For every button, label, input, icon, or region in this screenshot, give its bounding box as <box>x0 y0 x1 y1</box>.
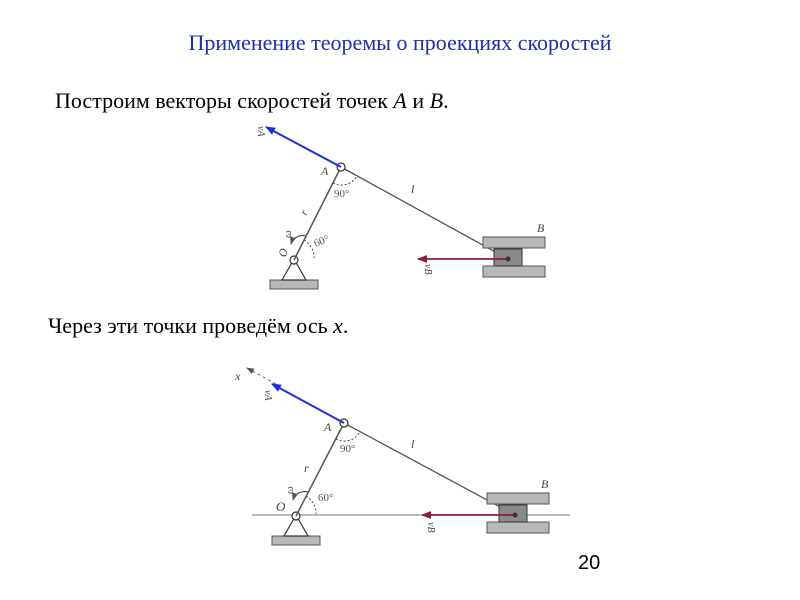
mechanism-diagram-2 <box>234 368 570 545</box>
label-x: x <box>235 369 241 383</box>
line2-axis: x <box>333 313 343 338</box>
slide-title: Применение теоремы о проекциях скоростей <box>188 30 612 55</box>
angle-arc-60 <box>304 240 314 258</box>
velocity-vector-a <box>266 127 341 167</box>
label-a: A <box>321 164 329 178</box>
label-angle-90: 90° <box>334 188 350 200</box>
slider-guide-b-2 <box>487 493 549 533</box>
label-omega-2: ω <box>284 486 296 494</box>
label-omega: ω <box>282 230 294 238</box>
pivot-support-o-2 <box>272 512 320 545</box>
slider-guide-b <box>483 237 545 277</box>
label-o: O <box>276 248 290 257</box>
pivot-support-o <box>270 256 318 289</box>
label-angle-60: 60° <box>312 233 331 250</box>
page-number: 20 <box>578 552 601 574</box>
line1-prefix: Построим векторы скоростей точек <box>55 88 394 113</box>
line2-prefix: Через эти точки проведём ось <box>48 313 334 338</box>
line1-point-a: A <box>393 88 407 113</box>
mechanism-diagram-1 <box>255 126 545 289</box>
label-angle-90-2: 90° <box>340 443 356 455</box>
label-l: l <box>411 182 415 196</box>
label-r-2: r <box>304 461 309 475</box>
label-a-2: A <box>324 420 332 434</box>
label-r: r <box>298 208 311 218</box>
label-vb-2: vB <box>425 522 436 533</box>
line1-suffix: . <box>443 88 449 113</box>
label-va-2: vA <box>262 390 273 401</box>
angle-arc-90-2 <box>336 432 360 441</box>
label-va: vA <box>255 126 266 137</box>
line1-point-b: B <box>429 88 444 113</box>
label-o-2: O <box>276 499 286 514</box>
label-vb: vB <box>422 264 433 275</box>
label-b-2: B <box>541 477 549 491</box>
label-angle-60-2: 60° <box>318 492 334 504</box>
x-axis-dashed <box>247 368 276 384</box>
label-b: B <box>537 221 545 235</box>
line1-middle: и <box>406 88 430 113</box>
velocity-vector-a-2 <box>272 384 344 423</box>
angle-arc-60-2 <box>306 496 316 514</box>
line2-suffix: . <box>342 313 349 338</box>
label-l-2: l <box>411 437 415 451</box>
